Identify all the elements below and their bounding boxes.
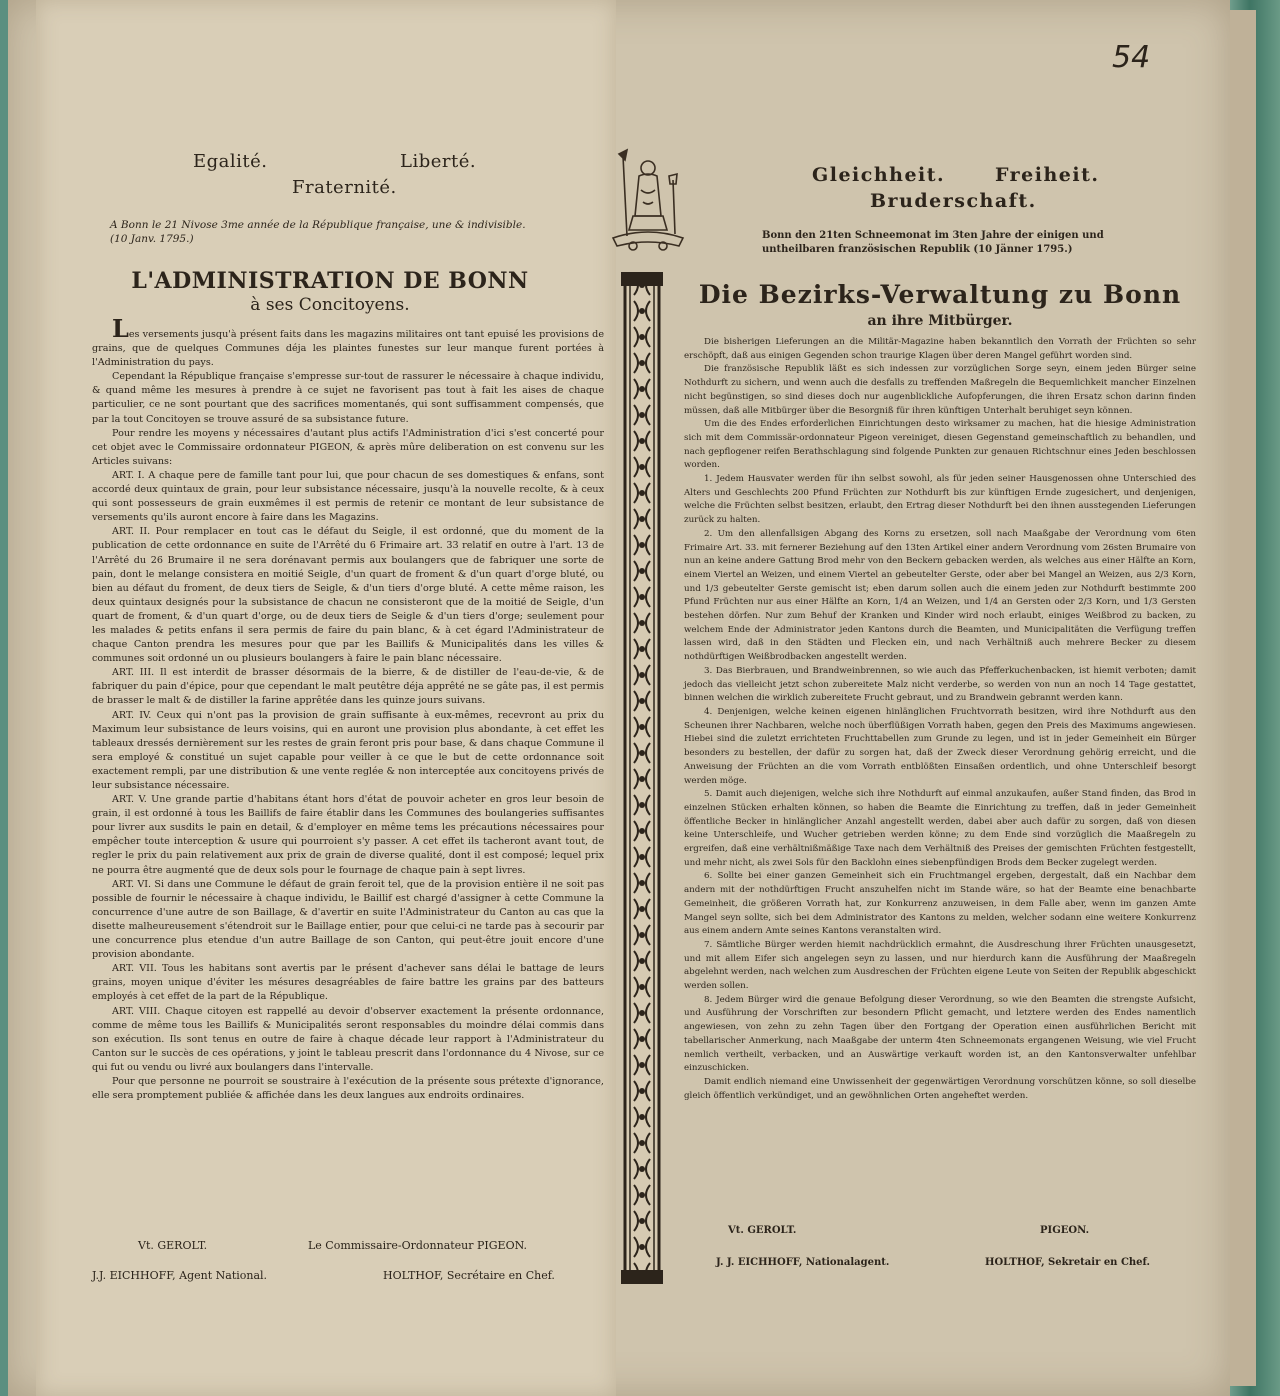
- de-sig-holthof: HOLTHOF, Sekretair en Chef.: [985, 1257, 1150, 1268]
- fr-paragraph: Pour rendre les moyens y nécessaires d'autant plus actifs l'Administration d'ici s'est concerté pour cet objet avec le Commissaire ordonnateur PIGEON, & après mûre deliberation on est convenu sur les Articles suivans:: [92, 427, 604, 467]
- de-subtitle: an ihre Mitbürger.: [867, 313, 1013, 329]
- de-paragraph: Die bisherigen Lieferungen an die Militär-Magazine haben bekanntlich den Vorrath der Früchten so sehr erschöpft, daß aus einigen Gegenden schon traurige Klagen über deren Mangel geführt worden sind.: [684, 337, 1196, 361]
- de-paragraph: Um die des Endes erforderlichen Einrichtungen desto wirksamer zu machen, hat die hiesige Administration sich mit dem Commissär-ordonnateur Pigeon vereiniget, diesen Gegenstand gemeinschaftlich zu behandlen, und nach gepflogener reifen Berathschlagung sind folgende Punkten zur genauen Richtschnur eines Jeden beschlossen worden.: [684, 419, 1196, 471]
- fr-body: [92, 314, 604, 1103]
- fr-sig-gerolt: Vt. GEROLT.: [138, 1239, 208, 1252]
- ornamental-divider-icon: [621, 272, 663, 1284]
- de-sig-gerolt: Vt. GEROLT.: [728, 1225, 797, 1236]
- fr-date: A Bonn le 21 Nivose 3me année de la République française, une & indivisible. (10 Janv. 1795.): [110, 219, 526, 245]
- de-paragraph: 3. Das Bierbrauen, und Brandweinbrennen, so wie auch das Pfefferkuchenbacken, ist hiemit verboten; damit jedoch das vielleicht jetzt schon zubereitete Malz nicht verderbe, so werden von nun an noch 14 Tage gestattet, binnen welchen die wirklich zubereitete Frucht gebraut, und zu Brandwein gebrannt werden kann.: [684, 665, 1196, 704]
- fr-motto-egalite: Egalité.: [193, 151, 268, 172]
- de-title: Die Bezirks-Verwaltung zu Bonn: [698, 280, 1182, 309]
- de-paragraph: 6. Sollte bei einer ganzen Gemeinheit sich ein Fruchtmangel ergeben, dergestalt, daß ein Nachbar dem andern mit der nothdürftigen Frucht anszuhelfen nicht im Stande wäre, so hat der Beamte eine benachbarte Gemeinheit, die größeren Vorrath hat, zur Konkurrenz anzuweisen, in dem Falle aber, wenn im ganzen Amte Mangel seyn sollte, sich bei dem Administrator des Kantons zu melden, welcher sodann eine weitere Konkurrenz aus einem andern Amte seines Kantons veranstalten wird.: [684, 871, 1196, 937]
- fr-motto-fraternite: Fraternité.: [292, 177, 397, 198]
- de-paragraph: 2. Um den allenfallsigen Abgang des Korns zu ersetzen, soll nach Maaßgabe der Verordnung vom 6ten Frimaire Art. 33. mit fernerer Beziehung auf den 13ten Artikel einer andern Verordnung vom 26sten Brumaire von nun an keine andere Gattung Brod mehr von den Beckern gebacken werden, als welches aus einer Hälfte an Korn, einem Viertel an Weizen, und einem Viertel an gebeutelter Gerste, oder aber bei Mangel an Weizen, aus 2/3 Korn, und 1/3 gebeutelter Gerste gemischt ist; eben darum sollen auch die einem jeden zur Nothdurft bestimmte 200 Pfund Früchten nur aus einer Hälfte an Korn, 1/4 an Weizen, und 1/4 an Gersten oder 2/3 Korn, und 1/3 Gersten bestehen dörfen. Nur zum Behuf der Kranken und Kinder wird noch erlaubt, einiges Weißbrod zu backen, zu welchem Ende der Administrator jeden Kantons durch die Beamten, und Municipalitäten die Verfügung treffen lassen wird, daß in den Städten und Flecken ein, und nach Verhältniß auch mehrere Becker zu diesem nothdürftigen Weißbrodbacken angestellt werden.: [684, 528, 1196, 663]
- de-paragraph: 4. Denjenigen, welche keinen eigenen hinlänglichen Fruchtvorrath besitzen, wird ihre Nothdurft aus den Scheunen ihrer Nachbaren, welche noch überflüßigen Vorrath haben, gegen den Preis des Maximums angewiesen. Hiebei sind die zuletzt errichteten Fruchttabellen zum Grunde zu legen, und ist in jeder Gemeinheit ein Bürger besonders zu bestellen, der dafür zu sorgen hat, daß der Zweck dieser Verordnung gehörig erreicht, und die Anweisung der Früchten an die vom Vorrath entblößten Einsaßen ordentlich, und ohne Unterschleif besorgt werden möge.: [684, 706, 1196, 786]
- de-motto-bruderschaft: Bruderschaft.: [870, 190, 1037, 212]
- fr-paragraph: ART. III. Il est interdit de brasser désormais de la bierre, & de distiller de l'eau-de-vie, & de fabriquer du pain d'épice, pour que cependant le malt peutêtre déja apprêté ne se gâte pas, il est permis de brasser le malt & de distiller la farine apprêtée dans les quinze jours suivans.: [92, 667, 604, 707]
- fr-sig-pigeon: Le Commissaire-Ordonnateur PIGEON.: [308, 1239, 528, 1252]
- de-motto-freiheit: Freiheit.: [995, 164, 1100, 186]
- fr-title: L'ADMINISTRATION DE BONN: [131, 268, 529, 294]
- de-body: [684, 336, 1196, 1103]
- page-number: 54: [1112, 40, 1151, 75]
- de-paragraph: 7. Sämtliche Bürger werden hiemit nachdrücklich ermahnt, die Ausdreschung ihrer Früchten unausgesetzt, und mit allem Eifer sich angelegen seyn zu lassen, und nur hierdurch kann die Ausführung der Maaßregeln abgelehnt werden, nach welchen zum Ausdreschen der Früchten eigene Leute von Seiten der Republik abgeschickt werden sollen.: [684, 939, 1197, 992]
- fr-paragraph: ART. II. Pour remplacer en tout cas le défaut du Seigle, il est ordonné, que du moment de la publication de cette ordonnance en suite de l'Arrêté du 6 Frimaire art. 33 relatif en outre à l'art. 13 de l'Arrêté du 26 Brumaire il ne sera dorénavant permis aux boulangers que de fabriquer une sorte de pain, dont le melange consistera en moitié Seigle, d'un quart de froment & d'un quart d'orge bluté, ou bien au défaut du froment, de deux tiers de Seigle, & d'un tiers d'orge bluté. A cette même raison, les deux quintaux designés pour la subsistance de chacun ne consisteront que de la moitié de Seigle, d'un quart de froment, & d'un quart d'orge, ou de deux tiers de Seigle & d'un tiers d'orge; seulement pour les malades & petits enfans il sera permis de faire du pain blanc, & à cet égard l'Administrateur de chaque Canton prendra les mesures pour que par les Baillifs & Municipalités dans les villes & communes soit ordonné un ou plusieurs boulangers à faire le pain blanc nécessaire.: [92, 526, 604, 665]
- fr-paragraph: Cependant la République française s'empresse sur-tout de rassurer le nécessaire à chaque individu, & quand même les mesures à prendre à ce sujet ne favorisent pas tout à fait les aises de chaque particulier, ce ne sont pourtant que des sacrifices momentanés, qui sont suffisamment compensés, que par la tout Concitoyen se trouve assuré de sa subsistance future.: [92, 371, 604, 425]
- fr-sig-holthof: HOLTHOF, Secrétaire en Chef.: [383, 1269, 555, 1282]
- liberty-figure-seal-icon: [603, 146, 693, 256]
- de-paragraph: 5. Damit auch diejenigen, welche sich ihre Nothdurft auf einmal anzukaufen, außer Stand finden, das Brod in einzelnen Stücken erhalten können, so haben die Beamte die Einrichtung zu treffen, daß in jeder Gemeinheit öffentliche Becker in hinlänglicher Anzahl angestellt werden, dabei aber auch dafür zu sorgen, daß von diesen keine Unterschleife, und Wucher getrieben werden könne; zu dem Ende sind vorzüglich die Maaßregeln zu ergreifen, daß eine verhältnißmäßige Taxe nach dem Verhältniß des Preises der gemischten Früchten festgestellt, und mehr nicht, als zwei Sols für den Backlohn eines siebenpfündigen Brods dem Becker zugelegt werden.: [684, 789, 1196, 868]
- fr-paragraph: Pour que personne ne pourroit se soustraire à l'exécution de la présente sous prétexte d'ignorance, elle sera promptement publiée & affichée dans les deux langues aux endroits ordinaires.: [92, 1075, 604, 1102]
- de-paragraph: 8. Jedem Bürger wird die genaue Befolgung dieser Verordnung, so wie den Beamten die strengste Aufsicht, und Ausführung der Vorschriften zur besondern Pflicht gemacht, und letztere werden des Endes namentlich angewiesen, von zehn zu zehn Tagen über den Fortgang der Operation einen ausführlichen Bericht mit tabellarischer Anmerkung, nach Maaßgabe der unterm 4ten Schneemonats ergangenen Weisung, wie viel Frucht nemlich vertheilt, verbacken, und an Auswärtige verkauft worden ist, an den Kantonsverwalter unfehlbar einzuschicken.: [684, 994, 1196, 1074]
- de-date: Bonn den 21ten Schneemonat im 3ten Jahre der einigen und untheilbaren französischen Republik (10 Jänner 1795.): [762, 230, 1104, 255]
- de-paragraph: 1. Jedem Hausvater werden für ihn selbst sowohl, als für jeden seiner Hausgenossen ohne Unterschied des Alters und Geschlechts 200 Pfund Früchten zur Nothdurft bis zur künftigen Ernde zugesichert, und denjenigen, welche die Früchten selbst besitzen, erlaubt, den Ertrag dieser Nothdurft bei den ihnen ausstegenden Lieferungen zurück zu halten.: [684, 474, 1196, 526]
- de-motto-gleichheit: Gleichheit.: [812, 164, 946, 186]
- fr-subtitle: à ses Concitoyens.: [250, 295, 410, 315]
- fr-paragraph: ART. IV. Ceux qui n'ont pas la provision de grain suffisante à eux-mêmes, recevront au prix du Maximum leur subsistance de leurs voisins, qui en auront une provision plus abondante, à cet effet les tableaux dressés dernièrement sur les restes de grain feront pris pour base, & dans chaque Commune il sera employé & constitué un sujet capable pour veiller à ce que le but de cette ordonnance soit exactement rempli, par une distribution & une vente reglée & non interceptée aux concitoyens privés de leur subsistance nécessaire.: [92, 709, 604, 791]
- de-sig-pigeon: PIGEON.: [1040, 1225, 1090, 1236]
- fr-sig-eichhoff: J.J. EICHHOFF, Agent National.: [92, 1269, 268, 1282]
- fr-paragraph: ART. V. Une grande partie d'habitans étant hors d'état de pouvoir acheter en gros leur besoin de grain, il est ordonné à tous les Baillifs de faire établir dans les Communes des boulangeries suffisantes pour livrer aux susdits le pain en detail, & d'employer en même tems les précautions nécessaires pour empêcher toute interception & usure qui pourroient s'y passer. A cet effet ils tacheront avant tout, de regler le prix du pain relativement aux prix de grain de diverse qualité, dont il est composé; lequel prix ne pourra être augmenté que de deux sols pour le fournage de chaque pain à sept livres.: [92, 794, 604, 876]
- fr-paragraph: ART. VIII. Chaque citoyen est rappellé au devoir d'observer exactement la présente ordonnance, comme de même tous les Baillifs & Municipalités seront responsables du moindre délai commis dans son exécution. Ils sont tenus en outre de faire à chaque décade leur rapport à l'Administrateur du Canton sur le succès de ces opérations, y joint le tableau prescrit dans l'ordonnance du 4 Nivose, sur ce qui fut ou vendu ou livré aux boulangers dans l'intervalle.: [92, 1005, 604, 1073]
- fr-paragraph: Les versements jusqu'à présent faits dans les magazins militaires ont tant epuisé les provisions de grains, que de quelques Communes déja les plaintes funestes sur leur manque furent portées à l'Administration du pays.: [92, 314, 604, 369]
- fr-paragraph: ART. I. A chaque pere de famille tant pour lui, que pour chacun de ses domestiques & enfans, sont accordé deux quintaux de grain, pour leur subsistance nécessaire, jusqu'à la nouvelle recolte, & à ceux qui sont possesseurs de grain euxmêmes il est permis de retenir ce montant de leur subsistance de versements qu'ils auront encore à faire dans les Magazins.: [92, 469, 604, 524]
- fr-paragraph: ART. VII. Tous les habitans sont avertis par le présent d'achever sans délai le battage de leurs grains, moyen unique d'éviter les mésures desagréables de faire battre les grains par des batteurs employés à cet effet de la part de la République.: [92, 963, 604, 1003]
- de-paragraph: Damit endlich niemand eine Unwissenheit der gegenwärtigen Verordnung vorschützen könne, so soll dieselbe gleich öffentlich verkündiget, und an gewöhnlichen Orten angeheftet werden.: [684, 1076, 1196, 1101]
- de-paragraph: Die französische Republik läßt es sich indessen zur vorzüglichen Sorge seyn, einem jeden Bürger seine Nothdurft zu sichern, und wenn auch die desfalls zu treffenden Maßregeln die Bequemlichkeit mancher Einzelnen nicht begünstigen, so sind dieses doch nur augenblickliche Aufopferungen, die ihren Ersatz schon darinn finden müssen, daß alle Mitbürger über die Besorgniß für ihren künftigen Unterhalt beruhiget seyn können.: [684, 364, 1196, 416]
- de-sig-eichhoff: J. J. EICHHOFF, Nationalagent.: [716, 1257, 890, 1268]
- fr-paragraph: ART. VI. Si dans une Commune le défaut de grain feroit tel, que de la provision entière il ne soit pas possible de fournir le nécessaire à chaque individu, le Baillif est chargé d'assigner à cette Commune la concurrence d'une autre de son Baillage, & d'avertir en suite l'Administrateur du Canton au cas que la disette malheureusement s'étendroit sur le Baillage entier, pour que celui-ci ne tarde pas à secourir par une concurrence plus etendue d'un autre Baillage de son Canton, qui peut-être jouit encore d'une provision abondante.: [92, 878, 604, 961]
- fr-motto-liberte: Liberté.: [400, 151, 477, 172]
